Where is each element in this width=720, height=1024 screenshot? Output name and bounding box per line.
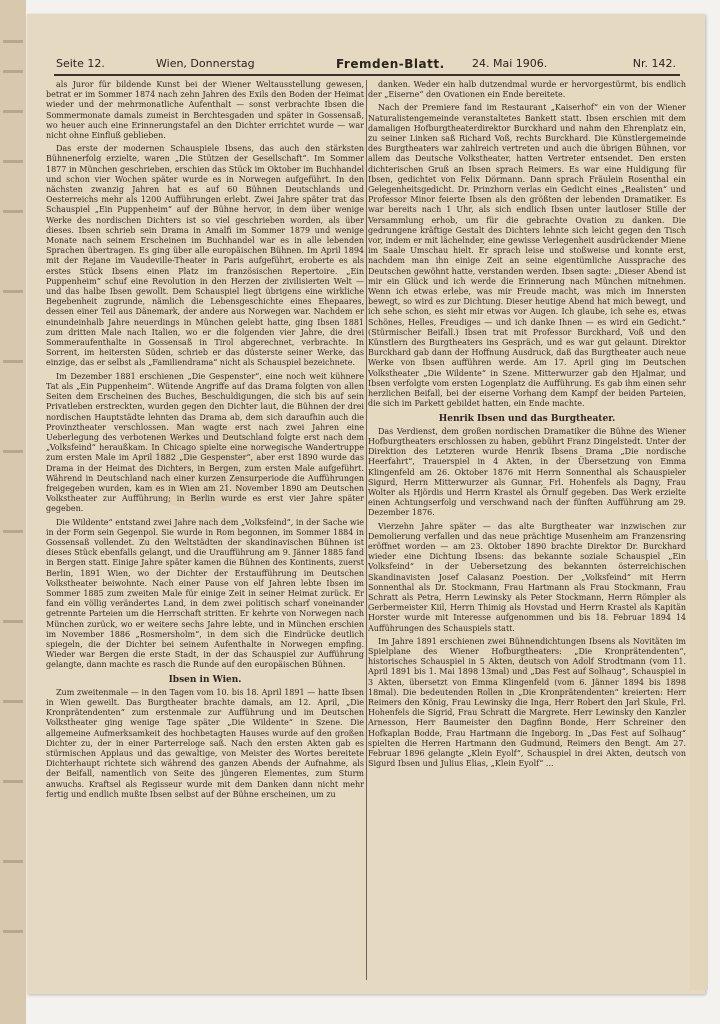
right-column — [368, 80, 686, 980]
edge-text-fragment — [3, 450, 23, 453]
edge-text-fragment — [3, 930, 23, 933]
article-paragraph: Im Jahre 1891 erschienen zwei Bühnendichtungen Ibsens als Novitäten im Spielplane des Wiener Hofburgtheaters: „Die Kronprätendenten“, historisches Schauspiel in 5 Akten, deutsch von Adolf Strodtmann (vom 11. April 1891 bis 1. Mai 1898 13mal) und „Das Fest auf Solhaug“, Schauspiel in 3 Akten, übersetzt von Emma Klingenfeld (vom 6. Jänner 1894 bis 1898 18mal). Die bedeutenden Rollen in „Die Kronprätendenten“ kreierten: Herr Reimers den König, Frau Lewinsky die Inga, Herr Robert den Jarl Skule, Frl. Hohenfels die Sigrid, Frau Schratt die Margrete. Herr Lewinsky den Kanzler Arnesson, Herr Baumeister den Dagfinn Bonde, Herr Schreiner den Hofkaplan Bodde, Frau Hartmann die Ingeborg. In „Das Fest auf Solhaug“ spielten die Herren Hartmann den Gudmund, Reimers den Bengt. Am 27. Februar 1896 gelangte „Klein Eyolf“, Schauspiel in drei Akten, deutsch von Sigurd Ibsen und Julius Elias, „Klein Eyolf“ ... — [368, 636, 686, 769]
article-paragraph: Das Verdienst, dem großen nordischen Dramatiker die Bühne des Wiener Hofburgtheaters erschlossen zu haben, gebührt Franz Dingelstedt. Unter der Direktion des Letzteren wurde Henrik Ibsens Drama „Die nordische Heerfahrt“, Trauerspiel in 4 Akten, in der Übersetzung von Emma Klingenfeld am 26. Oktober 1876 mit Herrn Sonnenthal als Schauspieler Sigurd, Herrn Mitterwurzer als Gunnar, Frl. Hohenfels als Dagny, Frau Wolter als Hjördis und Herrn Krastel als Örnulf gegeben. Das Werk erzielte einen Achtungserfolg und verschwand nach der fünften Aufführung am 29. Dezember 1876. — [368, 426, 686, 518]
issue-number: Nr. 142. — [632, 57, 676, 70]
edge-text-fragment — [3, 40, 23, 43]
edge-text-fragment — [3, 70, 23, 73]
edge-text-fragment — [3, 780, 23, 783]
section-heading-ibsen-in-wien: Ibsen in Wien. — [168, 674, 242, 685]
section-heading-ibsen-burgtheater: Henrik Ibsen und das Burgtheater. — [438, 413, 616, 424]
newspaper-title: Fremden-Blatt. — [336, 57, 445, 71]
article-paragraph: Im Dezember 1881 erschienen „Die Gespenster“, eine noch weit kühnere Tat als „Ein Puppenheim“. Wütende Angriffe auf das Drama folgten von allen Seiten dem Erscheinen des Buches, Beschuldigungen, die sich bis auf sein Privatleben erstreckten, wurden gegen den Dichter laut, die Bühnen der drei nordischen Hauptstädte lehnten das Drama ab, dem sich daraufhin auch die Provinztheater verschlossen. Man wagte erst nach zwei Jahren eine Ueberlegung des verbotenen Werkes und Deutschland folgte erst nach dem „Volksfeind“ heraußkam. In Chicago spielte eine norwegische Wandertruppe zum ersten Male im April 1882 „Die Gespenster“, aber erst 1890 wurde das Drama in der Heimat des Dichters, in Bergen, zum ersten Male aufgeführt. Während in Deutschland nach einer kurzen Zensurperiode die Aufführungen freigegeben wurden, kam es in Wien am 21. November 1890 am Deutschen Volkstheater zur Aufführung; in Berlin wurde es erst vier Jahre später gegeben. — [46, 371, 364, 514]
edge-text-fragment — [3, 290, 23, 293]
article-paragraph: Zum zweitenmale — in den Tagen vom 10. bis 18. April 1891 — hatte Ibsen in Wien geweilt. Das Burgtheater brachte damals, am 12. April, „Die Kronprätendenten“ zum erstenmale zur Aufführung und im Deutschen Volkstheater ging wenige Tage später „Die Wildente“ in Szene. Die allgemeine Aufmerksamkeit des hochbetagten Hauses wurde auf den großen Dichter zu, der in einer Parterreloge saß. Nach den ersten Akten gab es stürmischen Applaus und das gewaltige, von Meister des Wortes bereitete Dichterhaupt richtete sich während des ganzen Abends der Aufnahme, als der Beifall, namentlich von Seite des jüngeren Elementes, zum Sturm anwuchs. Kraftsel als Regisseur wurde mit dem Danken dann nicht mehr fertig und endlich mußte Ibsen selbst auf der Bühne erscheinen, um zu — [46, 687, 364, 799]
edge-text-fragment — [3, 210, 23, 213]
article-paragraph: danken. Weder ein halb dutzendmal wurde er hervorgestürmt, bis endlich der „Eiserne“ den Ovationen ein Ende bereitete. — [368, 80, 686, 100]
issue-date: 24. Mai 1906. — [472, 57, 548, 70]
page-left-edge — [0, 0, 26, 1024]
article-paragraph: als Juror für bildende Kunst bei der Wiener Weltausstellung gewesen, betrat er im Sommer 1874 nach zehn Jahren des Exils den Boden der Heimat wieder und der mehrmonatliche Aufenthalt — sonst verbrachte Ibsen die Sommermonate damals zumeist in Berchtesgaden und später in Gossensaß, wo heuer auch eine Erinnerungstafel an den Dichter errichtet wurde — war nicht ohne Einfluß geblieben. — [46, 80, 364, 141]
edge-text-fragment — [3, 620, 23, 623]
edge-text-fragment — [3, 860, 23, 863]
article-paragraph: Vierzehn Jahre später — das alte Burgtheater war inzwischen zur Demolierung verfallen und das neue prächtige Musenheim am Franzensring eröffnet worden — am 23. Oktober 1890 brachte Direktor Dr. Burckhard wieder eine Dichtung Ibsens: das bekannte soziale Schauspiel „Ein Volksfeind“ in der Uebersetzung des bekannten österreichischen Skandinavisten Josef Calasanz Poestion. Der „Volksfeind“ mit Herrn Sonnenthal als Dr. Stockmann, Frau Hartmann als Frau Stockmann, Frau Schratt als Petra, Herrn Lewinsky als Peter Stockmann, Herrn Römpler als Gerbermeister Kiil, Herrn Thimig als Hovstad und Herrn Krastel als Kapitän Horster wurde mit Interesse aufgenommen und bis 18. Februar 1894 14 Aufführungen des Schauspiels statt. — [368, 521, 686, 633]
edge-text-fragment — [3, 530, 23, 533]
page-header — [54, 54, 680, 76]
edge-text-fragment — [3, 700, 23, 703]
place-and-weekday: Wien, Donnerstag — [156, 57, 255, 70]
page-torn-edge — [690, 560, 708, 990]
article-paragraph: Das erste der modernen Schauspiele Ibsens, das auch den stärksten Bühnenerfolg erzielte, waren „Die Stützen der Gesellschaft“. Im Sommer 1877 in München geschrieben, erschien das Stück im Oktober im Buchhandel und schon vier Wochen später wurde es in Norwegen aufgeführt. In den nächsten zwanzig Jahren hat es auf 60 Bühnen Deutschlands und Oesterreichs mehr als 1200 Aufführungen erlebt. Zwei Jahre später trat das Schauspiel „Ein Puppenheim“ auf der Bühne hervor, in dem über wenige Werke des nordischen Dichters ist so viel geschrieben worden, als über dieses. Ibsen schrieb sein Drama in Amalfi im Sommer 1879 und wenige Monate nach seinem Erscheinen im Buchhandel war es in alle lebenden Sprachen übertragen. Es ging über alle europäischen Bühnen. Im April 1894 mit der Rejane im Vaudeville-Theater in Paris aufgeführt, eroberte es als erstes Stück Ibsens einen Platz im französischen Repertoire. „Ein Puppenheim“ schuf eine Revolution in den Herzen der zivilisierten Welt — und das halbe Ibsen gewollt. Dem Schauspiel liegt übrigens eine wirkliche Begebenheit zugrunde, nämlich die Lebensgeschichte eines Ehepaares, dessen einer Teil aus Dänemark, der andere aus Norwegen war. Nachdem er einundeinhalb Jahre neuerdings in München gelebt hatte, ging Ibsen 1881 zum dritten Male nach Italien, wo er die folgenden vier Jahre, die drei Sommeraufenthalte in Gossensaß in Tirol abgerechnet, verbrachte. In Sorrent, im heitersten Süden, schrieb er das düsterste seiner Werke, das einzige, das er selbst als „Familiendrama“ nicht als Schauspiel bezeichnete. — [46, 144, 364, 368]
left-column — [46, 80, 364, 985]
edge-text-fragment — [3, 360, 23, 363]
article-paragraph: Die Wildente“ entstand zwei Jahre nach dem „Volksfeind“, in der Sache wie in der Form sein Gegenpol. Sie wurde in Rom begonnen, im Sommer 1884 in Gossensaß vollendet. Zu den Weltstädten der skandinavischen Bühnen ist dieses Stück ebenfalls gelangt, und die Uraufführung am 9. Jänner 1885 fand in Bergen statt. Einige Jahre später kamen die Bühnen des Kontinents, zuerst Berlin, 1891 Wien, wo der Dichter der Erstaufführung im Deutschen Volkstheater beiwohnte. Nach einer Pause von elf Jahren lebte Ibsen im Sommer 1885 zum zweiten Male für einige Zeit in seiner Heimat zurück. Er fand ein völlig verändertes Land, in dem zwei politisch scharf voneinander getrennte Parteien um die Herrschaft stritten. Er kehrte von Norwegen nach München zurück, wo er weitere sechs Jahre lebte, und in München erschien im November 1886 „Rosmersholm“, in dem sich die Eindrücke deutlich spiegeln, die der Dichter bei seinem Aufenthalte in Norwegen empfing. Wieder war Bergen die erste Stadt, in der das Schauspiel zur Aufführung gelangte, dann machte es rasch die Runde auf den europäischen Bühnen. — [46, 517, 364, 670]
page-number: Seite 12. — [56, 57, 105, 70]
edge-text-fragment — [3, 160, 23, 163]
column-divider — [366, 80, 367, 980]
article-paragraph: Nach der Premiere fand im Restaurant „Kaiserhof“ ein von der Wiener Naturalistengemeinde veranstaltetes Bankett statt. Ibsen erschien mit dem damaligen Hofburgtheaterdirektor Burckhard und nahm den Ehrenplatz ein, zu seiner Linken saß Richard Voß, rechts Burckhard. Die Künstlergemeinde des Burgtheaters war zahlreich vertreten und auch die übrigen Bühnen, vor allem das Deutsche Volkstheater, hatten Vertreter entsendet. Den ersten dichterischen Gruß an Ibsen sprach Reimers. Es war eine Huldigung für Ibsen, gedichtet von Felix Dörmann. Dann sprach Fräulein Rosenthal ein Gelegenheitsgedicht. Dr. Prinzhorn verlas ein Gedicht eines „Realisten“ und Professor Minor feierte Ibsen als den größten der lebenden Dramatiker. Es war bereits nach 1 Uhr, als sich endlich Ibsen unter lautloser Stille der Versammlung erhob, um für die gebrachte Ovation zu danken. Die gedrungene kräftige Gestalt des Dichters lehnte sich leicht gegen den Tisch vor, indem er mit lächelnder, eine gewisse Verlegenheit ausdrückender Miene im Saale Umschau hielt. Er sprach leise und stoßweise und konnte erst, nachdem man ihn einige Zeit an seine eigentümliche Aussprache des Deutschen gewöhnt hatte, verstanden werden. Ibsen sagte: „Dieser Abend ist mir ein Glück und ich werde die Erinnerung nach München mitnehmen. Wenn ich etwas erlebe, was mir Freude macht, was mich im Innersten bewegt, so wird es zur Dichtung. Dieser heutige Abend hat mich bewegt, und ich sehe schon, es sieht mir etwas vor Augen. Ich glaube, ich sehe es, etwas Schönes, Helles, Freudiges — und ich danke Ihnen — es wird ein Gedicht.“ (Stürmischer Beifall.) Ibsen trat mit Professor Burckhard, Voß und den Künstlern des Burgtheaters ins Gespräch, und es war gut gelaunt. Direktor Burckhard gab dann der Hoffnung Ausdruck, daß das Burgtheater auch neue Werke von Ibsen aufführen werde. Am 17. April ging im Deutschen Volkstheater „Die Wildente“ in Szene. Mitterwurzer gab den Hjalmar, und Ibsen verfolgte vom ersten Logenplatz die Aufführung. Es gab ihm einen sehr herzlichen Beifall, bei der eiserne Vorhang dem Kampf der beiden Parteien, die sich im Parkett gebildet hatten, ein Ende machte. — [368, 103, 686, 409]
edge-text-fragment — [3, 110, 23, 113]
